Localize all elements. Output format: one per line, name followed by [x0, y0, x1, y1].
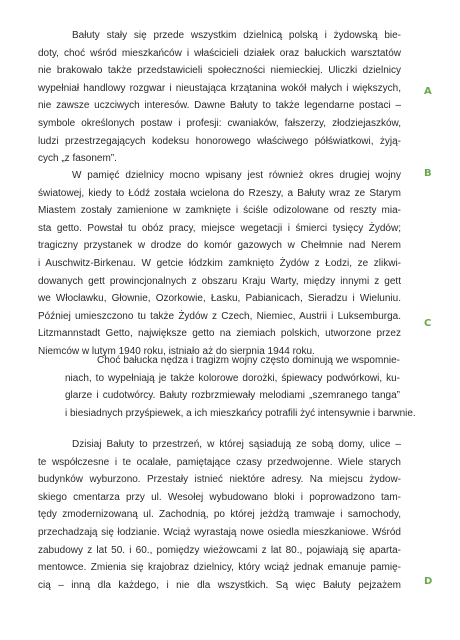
text-line: dowanych gett prowincjonalnych z obszaru Kraju Warty, między innymi z gett — [38, 275, 401, 287]
text-line: ludzi przestrzegających kodeksu honorowego właściwego półświatkowi, żyją- — [38, 135, 401, 147]
text-line: Choć bałucka nędza i tragizm wojny często dominują we wspomnie- — [97, 355, 400, 366]
text-line: wypełniał handlowy rozgwar i nieustająca krzątanina wokół małych i większych, — [38, 82, 401, 94]
text-line: zabudowy z lat 50. i 60., pomiędzy wieżowcami z lat 80., pojawiają się aparta- — [38, 544, 401, 556]
text-line: glarze i cudotwórcy. Bałuty rozbrzmiewały melodiami „szemranego tanga” — [65, 390, 400, 402]
text-line: te współczesne i te ocalałe, pamiętające czasy przedwojenne. Wiele starych — [38, 456, 401, 468]
text-line: symbole określonych postaw i profesji: cwaniaków, fałszerzy, złodziejaszków, — [38, 117, 401, 129]
text-line: Dzisiaj Bałuty to przestrzeń, w której sąsiadują ze sobą domy, ulice – — [72, 439, 401, 450]
text-line: Bałuty stały się przede wszystkim dzielnicą polską i żydowską bie- — [72, 30, 401, 41]
text-line: Litzmannstadt Getto, największe getto na ziemiach polskich, utworzone przez — [38, 328, 401, 340]
text-line: tragiczny przystanek w drodze do komór gazowych w Chełmnie nad Nerem — [38, 240, 401, 252]
text-line: skiego cmentarza przy ul. Wesołej wybudowano bloki i poprowadzono tam- — [38, 491, 401, 503]
margin-marker-a: A — [424, 86, 432, 97]
text-line: budynków wyburzono. Przestały istnieć niektóre adresy. Na miejscu żydow- — [38, 474, 401, 486]
margin-marker-b: B — [424, 168, 432, 179]
text-line: Niemców w lutym 1940 roku, istniało aż do sierpnia 1944 roku. — [38, 345, 315, 357]
text-line: cią – inną dla każdego, i nie dla wszystkich. Są więc Bałuty pejzażem — [38, 579, 401, 591]
text-line: nie zawsze uczciwych interesów. Dawne Bałuty to także legendarne postaci – — [38, 100, 401, 112]
margin-marker-c: C — [424, 318, 432, 329]
text-line: sta getto. Powstał tu obóz pracy, miejsce wegetacji i śmierci tysięcy Żydów; — [38, 222, 401, 234]
text-line: przechadzają się łodzianie. Wciąż wyrastają nowe osiedla mieszkaniowe. Wśród — [38, 526, 401, 538]
text-line: światowej, kiedy to Łódź została wcielona do Rzeszy, a Bałuty wraz ze Starym — [38, 187, 401, 199]
text-line: nie brakowało także przedstawicieli społeczności niemieckiej. Uliczki dzielnicy — [38, 65, 401, 77]
paragraph-baluty-today — [38, 436, 401, 594]
text-line: niach, to wypełniają je także kolorowe dorożki, śpiewacy podwórkowi, ku- — [65, 372, 400, 384]
text-line: mentowce. Zmienia się krajobraz dzielnicy, który wciąż jednak emanuje pamię- — [38, 562, 401, 574]
paragraph-memories-quote — [65, 352, 416, 422]
text-line: Później umieszczono tu także Żydów z Czech, Niemiec, Austrii i Luksemburga. — [38, 310, 401, 322]
text-line: we Włocławku, Głownie, Ozorkowie, Łasku, Pabianicach, Sieradzu i Wieluniu. — [38, 293, 401, 305]
text-line: doty, choć wśród mieszkańców i właścicieli działek oraz bałuckich warsztatów — [38, 47, 401, 59]
text-line: i biesiadnych przyśpiewek, a ich mieszkańcy potrafili żyć intensywnie i barwnie. — [65, 407, 416, 419]
paragraph-baluty-history — [38, 27, 401, 168]
text-line: W pamięć dzielnicy mocno wpisany jest również okres drugiej wojny — [72, 170, 401, 181]
text-line: cych „z fasonem”. — [38, 153, 117, 165]
paragraph-ghetto — [38, 167, 401, 361]
text-line: Miastem zostały zamienione w zamknięte i ściśle odizolowane od reszty mia- — [38, 205, 401, 217]
text-line: i Auschwitz-Birkenau. W getcie łódzkim zamknięto Żydów z Łodzi, ze zlikwi- — [38, 257, 401, 269]
text-line: tędy zmodernizowaną ul. Zachodnią, po której jeżdżą tramwaje i samochody, — [38, 509, 401, 521]
margin-marker-d: D — [424, 576, 433, 587]
